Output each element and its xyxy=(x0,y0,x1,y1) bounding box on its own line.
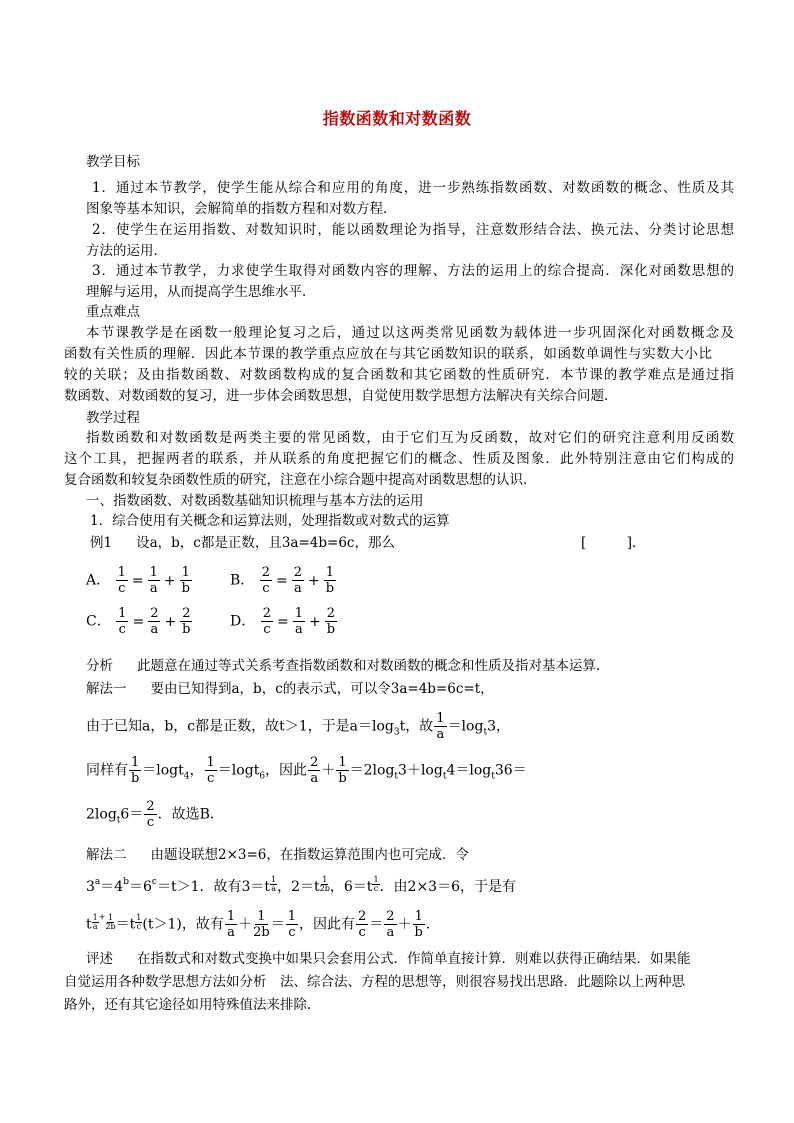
method-1-line-2: 同样有 $\frac{1}{b}$ ＝logt$_4$， $\frac{1}{c}$ ＝logt$_6$，因此 $\frac{2}{a}$ ＋ $\frac{1}{b}$ $=2\log_t3+\log_t4=\log_t36=$ xyxy=(86,755,527,786)
comment-text-1: 在指数式和对数式变换中如果只会套用公式．作简单直接计算．则难以获得正确结果．如果能 xyxy=(137,951,691,967)
numerator: 2 xyxy=(326,606,335,621)
math-text: 由于已知a，b，c都是正数，故t＞1，于是a＝log xyxy=(86,718,394,735)
method-1-label: 解法一 xyxy=(86,681,127,697)
fraction: $\frac{2}{c}$ xyxy=(358,909,367,940)
exponent-fraction: $\frac{1}{c}$ xyxy=(373,875,379,893)
analysis-label: 分析 xyxy=(86,658,113,674)
math-text: 36＝ xyxy=(494,762,527,779)
math-text: 3 xyxy=(86,879,95,895)
subsection-1-heading: 1．综合使用有关概念和运算法则，处理指数或对数式的运算 xyxy=(90,513,450,529)
exponent-fraction: $\frac{1}{a}$ xyxy=(271,875,277,893)
fraction xyxy=(260,566,272,595)
math-text: t，故 xyxy=(399,718,434,735)
analysis-text: 此题意在通过等式关系考查指数函数和对数函数的概念和性质及指对基本运算． xyxy=(137,658,610,674)
math-text: 2log xyxy=(86,806,117,823)
analysis-line xyxy=(86,656,610,676)
numerator: 1 xyxy=(325,565,335,580)
objective-3-line-2: 理解与运用，从而提高学生思维水平． xyxy=(86,284,316,300)
denominator: b xyxy=(182,622,191,637)
process-heading: 教学过程 xyxy=(86,410,140,426)
numerator: 1 xyxy=(294,606,303,621)
objective-1-line-1: 1．通过本节教学，使学生能从综合和应用的角度，进一步熟练指数函数、对数函数的概念、性质及其 xyxy=(92,180,734,196)
math-text: ＝4 xyxy=(100,879,124,895)
difficulty-line-3: 较的关联；及由指数函数、对数函数构成的复合函数和其它函数的性质研究．本节课的教学难点是通过指 xyxy=(64,367,734,383)
fraction: $\frac{1}{b}$ xyxy=(414,909,423,940)
fraction: $\frac{1}{b}$ xyxy=(130,755,140,786)
method-1-text: 要由已知得到a，b，c的表示式，可以令3a=4b=6c=t， xyxy=(150,681,494,697)
math-text: ，因此 xyxy=(265,762,308,779)
numerator: 2 xyxy=(293,565,303,580)
example-label: 例1 xyxy=(90,535,113,551)
page-title: 指数函数和对数函数 xyxy=(322,109,472,128)
exponent-fraction: $\frac{1}{2b}$ xyxy=(319,875,330,893)
comment-label: 评述 xyxy=(86,951,113,967)
denominator: b xyxy=(325,581,335,596)
fraction xyxy=(180,566,192,595)
math-text: ，因此有 xyxy=(299,916,356,933)
difficulty-heading: 重点难点 xyxy=(86,304,140,320)
math-text: 3＋log xyxy=(398,762,443,779)
method-1-line-1: 由于已知a，b，c都是正数，故t＞1，于是$a=\log_3t$，故 $\frac{1}{a}$ $=\log_t3$， xyxy=(86,711,510,742)
example-stem-text: 设a，b，c都是正数，且3a=4b=6c，那么 xyxy=(136,535,395,551)
math-text: 6＝ xyxy=(120,806,144,823)
difficulty-line-2: 函数有关性质的理解．因此本节课的教学重点应放在与其它函数知识的联系，如函数单调性与实数大小比 xyxy=(64,346,712,362)
fraction xyxy=(324,566,336,595)
fraction xyxy=(148,607,160,636)
math-text: ，6＝t xyxy=(329,879,373,895)
numerator: 1 xyxy=(117,565,126,580)
numerator: 1 xyxy=(149,565,158,580)
numerator: 1 xyxy=(181,565,190,580)
process-line-1: 指数函数和对数函数是两类主要的常见函数，由于它们互为反函数，故对它们的研究注意利用反函数 xyxy=(86,430,734,446)
fraction: $\frac{1}{c}$ xyxy=(206,755,215,786)
denominator: c xyxy=(262,581,270,596)
method-2-line-1: $3^a=4^b=6^c=t>1$．故有3＝t $\frac{1}{a}$ ，2＝t $\frac{1}{2b}$ ，6＝t $\frac{1}{c}$ ．由2×3＝6，于是有 xyxy=(86,875,516,895)
method-2-line-2: t $\frac{1}{a}$ + $\frac{1}{2b}$ ＝t $\frac{1}{c}$ (t＞1)，故有 $\frac{1}{a}$ ＋ $\frac{1}{2b}$ ＝ $\frac{1}{c}$ ，因此有 $\frac{2}{c}$ ＝ $\frac{2}{a}$ ＋ $\frac{1}{b}$ ． xyxy=(86,909,440,940)
option-d-label: D． xyxy=(230,613,256,630)
math-text: ＝log xyxy=(142,762,179,779)
exponent-fraction: $\frac{1}{c}$ xyxy=(136,912,142,931)
difficulty-line-4: 数函数、对数函数的复习，进一步体会函数思想，自觉使用数学思想方法解决有关综合问题． xyxy=(64,388,618,404)
fraction xyxy=(293,607,305,636)
numerator: 2 xyxy=(261,565,271,580)
option-b: B． $\frac{2}{c}$ = $\frac{2}{a}$ + $\frac{1}{b}$ xyxy=(230,565,335,596)
math-text: ＝log xyxy=(447,718,484,735)
denominator: c xyxy=(263,622,271,637)
fraction: $\frac{1}{a}$ xyxy=(226,909,236,940)
option-a: A． $\frac{1}{c}$ = $\frac{1}{a}$ + $\frac{1}{b}$ xyxy=(86,565,190,596)
fraction xyxy=(116,566,128,595)
denominator: c xyxy=(118,622,126,637)
comment-line-3: 路外，还有其它途径如用特殊值法来排除． xyxy=(64,997,321,1013)
option-d: D． $\frac{2}{c}$ = $\frac{1}{a}$ + $\frac{2}{b}$ xyxy=(230,606,336,637)
fraction: $\frac{1}{c}$ xyxy=(287,909,297,940)
exponent-fraction: $\frac{1}{2b}$ xyxy=(105,912,116,931)
denominator: c xyxy=(118,581,126,596)
numerator: 2 xyxy=(182,606,191,621)
fraction xyxy=(325,607,337,636)
option-c: C． $\frac{1}{c}$ = $\frac{2}{a}$ + $\frac{2}{b}$ xyxy=(86,606,191,637)
method-2-label: 解法二 xyxy=(86,847,127,863)
denominator: b xyxy=(181,581,190,596)
fraction: $\frac{2}{a}$ xyxy=(386,909,395,940)
fraction: $\frac{2}{c}$ xyxy=(146,799,155,830)
process-line-2: 这个工具，把握两者的联系，并从联系的角度把握它们的概念、性质及图象．此外特别注意由它们构成的 xyxy=(64,451,734,467)
denominator: a xyxy=(149,581,158,596)
fraction: $\frac{1}{2b}$ xyxy=(253,909,270,940)
math-text: ＝t xyxy=(115,916,136,933)
process-line-3: 复合函数和较复杂函数性质的研究，注意在小综合题中提高对函数思想的认识． xyxy=(64,472,537,488)
fraction xyxy=(292,566,304,595)
section-1-heading: 一、指数函数、对数函数基础知识梳理与基本方法的运用 xyxy=(86,493,424,509)
math-text: ＝t＞1．故有3＝t xyxy=(156,879,271,895)
math-text: (t＞1)，故有 xyxy=(142,916,224,933)
denominator: b xyxy=(326,622,336,637)
math-text: ＝log xyxy=(217,762,254,779)
objective-3-line-1: 3．通过本节教学，力求使学生取得对函数内容的理解、方法的运用上的综合提高．深化对函数思想的 xyxy=(92,263,734,279)
math-text: ．故选B． xyxy=(157,806,224,823)
numerator: 2 xyxy=(150,606,159,621)
comment-line-2: 自觉运用各种数学思想方法如分析 法、综合法、方程的思想等，则很容易找出思路．此题除以上两种思 xyxy=(64,974,685,990)
fraction: $\frac{1}{b}$ xyxy=(338,755,347,786)
method-1-intro xyxy=(86,679,494,699)
numerator: 1 xyxy=(118,606,127,621)
fraction: $\frac{1}{a}$ xyxy=(436,711,445,742)
fraction: $\frac{2}{a}$ xyxy=(310,755,319,786)
difficulty-line-1: 本节课教学是在函数一般理论复习之后，通过以这两类常见函数为载体进一步巩固深化对函数概念及 xyxy=(86,325,734,341)
exponent-fraction: $\frac{1}{a}$ xyxy=(92,912,98,931)
objective-2-line-2: 方法的运用． xyxy=(86,243,167,259)
denominator: a xyxy=(294,622,303,637)
objective-1-line-2: 图象等基本知识，会解简单的指数方程和对数方程． xyxy=(86,201,397,217)
math-text: ＝2log xyxy=(349,762,395,779)
math-text: 同样有 xyxy=(86,762,128,779)
math-text: ，2＝t xyxy=(277,879,320,895)
math-text: 4＝log xyxy=(446,762,492,779)
answer-bracket: [ ]． xyxy=(581,535,646,551)
method-2-intro xyxy=(86,845,469,865)
method-1-line-3: $2\log_t6=$ $\frac{2}{c}$ ．故选B． xyxy=(86,799,224,830)
denominator: a xyxy=(294,581,302,596)
math-text: ．由2×3＝6，于是有 xyxy=(379,879,516,895)
math-text: ＝6 xyxy=(128,879,152,895)
denominator: a xyxy=(150,622,159,637)
objectives-heading: 教学目标 xyxy=(86,154,140,170)
option-a-label: A． xyxy=(86,572,111,589)
method-2-text: 由题设联想2×3=6，在指数运算范围内也可完成．令 xyxy=(150,847,469,863)
objective-2-line-1: 2．使学生在运用指数、对数知识时，能以函数理论为指导，注意数形结合法、换元法、分类讨论思想 xyxy=(92,222,734,238)
fraction xyxy=(116,607,128,636)
math-text: ， xyxy=(189,762,204,779)
option-b-label: B． xyxy=(230,572,255,589)
fraction xyxy=(180,607,192,636)
comment-line-1 xyxy=(86,949,691,969)
fraction xyxy=(148,566,160,595)
numerator: 2 xyxy=(262,606,271,621)
example-1-stem xyxy=(90,533,395,553)
option-c-label: C． xyxy=(86,613,111,630)
fraction xyxy=(261,607,273,636)
